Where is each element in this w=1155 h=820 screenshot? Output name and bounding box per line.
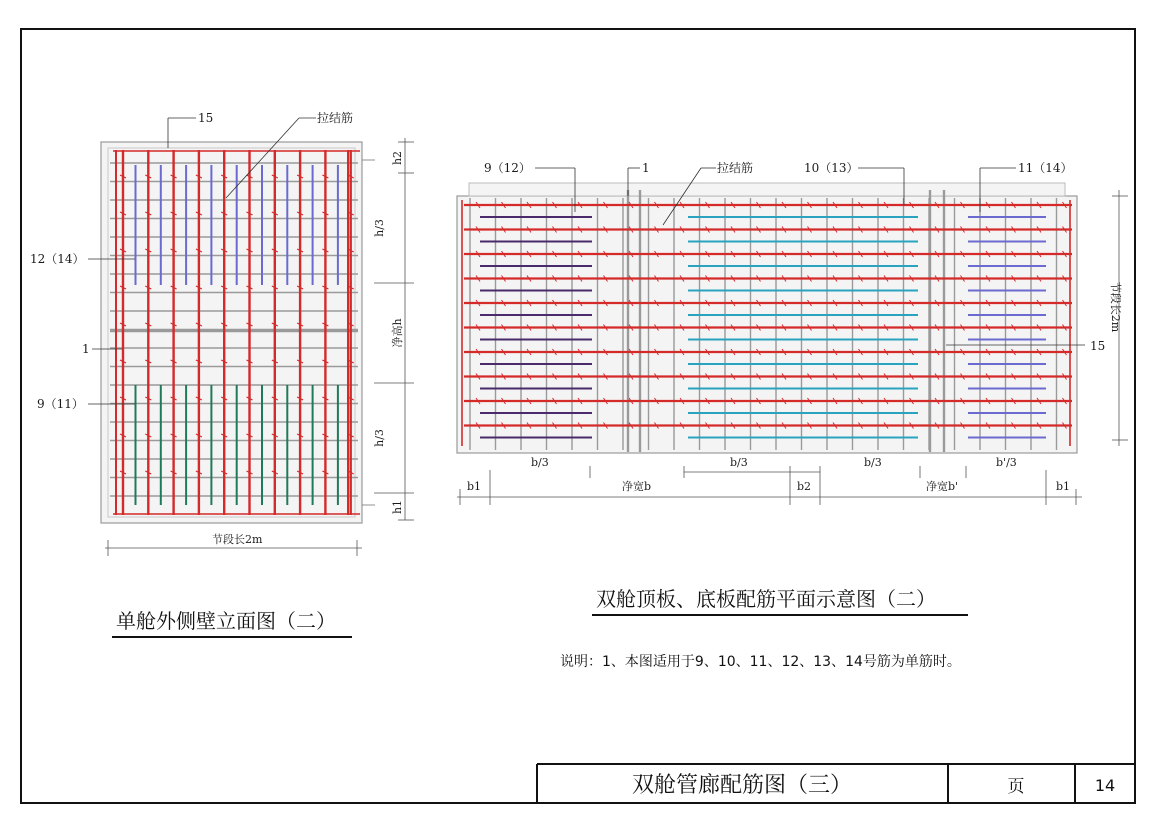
label-12-14: 12（14） xyxy=(30,252,85,266)
dim-b3-1: b/3 xyxy=(531,456,549,469)
right-slab-top-edge xyxy=(469,183,1065,196)
sheet-title: 双舱管廊配筋图（三） xyxy=(631,773,853,798)
label-11-14: 11（14） xyxy=(1018,161,1073,175)
dim-b1-left: b1 xyxy=(467,480,482,493)
label-1-left: 1 xyxy=(82,342,90,356)
dim-clear-b: 净宽b xyxy=(622,480,652,493)
dim-b2: b2 xyxy=(797,480,812,493)
left-wall-outline xyxy=(101,142,362,523)
page-number: 14 xyxy=(1094,776,1116,795)
dim-length-right: 节段长2m xyxy=(1109,281,1122,333)
label-15-right: 15 xyxy=(1090,339,1106,353)
page-label: 页 xyxy=(1007,777,1025,797)
dim-b-prime-3: b'/3 xyxy=(996,456,1017,469)
label-15-left: 15 xyxy=(198,111,214,125)
label-9-11: 9（11） xyxy=(37,397,84,411)
dim-b1-right: b1 xyxy=(1056,480,1071,493)
left-caption: 单舱外侧壁立面图（二） xyxy=(116,609,336,633)
dim-h2: h2 xyxy=(391,150,404,166)
dim-b3-2: b/3 xyxy=(730,456,748,469)
label-9-12: 9（12） xyxy=(484,161,531,175)
right-slab-outline xyxy=(457,196,1077,453)
dim-clear-h: 净高h xyxy=(391,318,404,348)
dim-h1: h1 xyxy=(391,499,404,515)
right-caption: 双舱顶板、底板配筋平面示意图（二） xyxy=(596,587,936,611)
dim-h3-bottom: h/3 xyxy=(373,429,386,447)
left-elevation-drawing xyxy=(101,142,362,523)
label-tie-left: 拉结筋 xyxy=(317,111,354,125)
right-plan-drawing xyxy=(457,183,1077,453)
note-text: 说明：1、本图适用于9、10、11、12、13、14号筋为单筋时。 xyxy=(560,654,961,670)
dim-h3-top: h/3 xyxy=(373,219,386,237)
dim-clear-b-prime: 净宽b' xyxy=(926,480,959,493)
label-tie-right: 拉结筋 xyxy=(717,161,754,175)
dim-b3-3: b/3 xyxy=(864,456,882,469)
dim-length-left: 节段长2m xyxy=(212,533,263,546)
label-10-13: 10（13） xyxy=(804,161,859,175)
title-block xyxy=(537,764,1135,803)
label-1-right: 1 xyxy=(642,161,650,175)
